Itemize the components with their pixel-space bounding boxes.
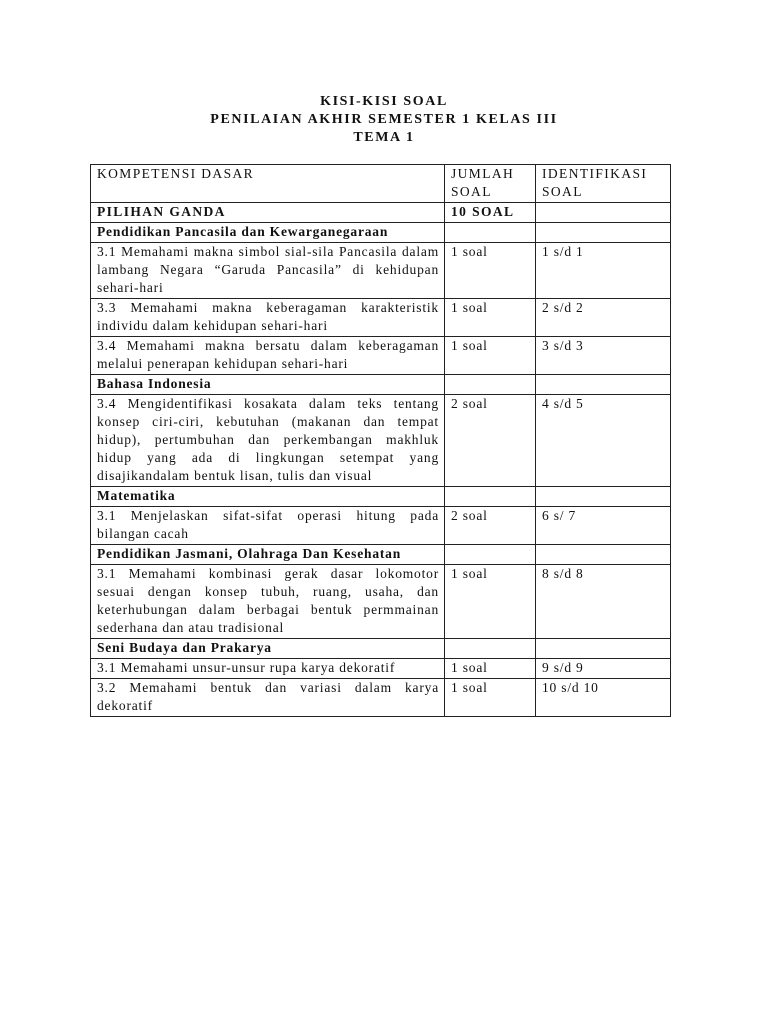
- kd-cell: 3.1 Memahami makna simbol sial-sila Pancasila dalam lambang Negara “Garuda Pancasila” di kehidupan sehari-hari: [91, 243, 445, 299]
- empty-cell: [445, 487, 536, 507]
- jumlah-cell: 2 soal: [445, 395, 536, 487]
- subject-row: [91, 639, 671, 659]
- title-line-3: TEMA 1: [353, 130, 415, 145]
- table-row: [91, 565, 671, 639]
- table-row: [91, 337, 671, 375]
- subject-row: [91, 375, 671, 395]
- empty-cell: [536, 487, 671, 507]
- kd-cell: 3.4 Mengidentifikasi kosakata dalam teks tentang konsep ciri-ciri, kebutuhan (makanan dan tempat hidup), pertumbuhan dan perkembangan makhluk hidup yang ada di lingkungan setempat yang disajikandalam bentuk lisan, tulis dan visual: [91, 395, 445, 487]
- table-row: [91, 507, 671, 545]
- table-header-row: [91, 165, 671, 203]
- subject-name: Pendidikan Pancasila dan Kewarganegaraan: [91, 223, 445, 243]
- kisi-kisi-table: [90, 164, 671, 717]
- header-identifikasi: IDENTIFIKASI SOAL: [536, 165, 671, 203]
- empty-cell: [445, 639, 536, 659]
- kd-cell: 3.3 Memahami makna keberagaman karakteristik individu dalam kehidupan sehari-hari: [91, 299, 445, 337]
- title-line-2: PENILAIAN AKHIR SEMESTER 1 KELAS III: [210, 112, 558, 127]
- table-row: [91, 395, 671, 487]
- jumlah-cell: 1 soal: [445, 243, 536, 299]
- jumlah-cell: 1 soal: [445, 679, 536, 717]
- section-identifikasi: [536, 203, 671, 223]
- empty-cell: [536, 639, 671, 659]
- subject-name: Matematika: [91, 487, 445, 507]
- identifikasi-cell: 1 s/d 1: [536, 243, 671, 299]
- empty-cell: [445, 375, 536, 395]
- kd-cell: 3.4 Memahami makna bersatu dalam keberagaman melalui penerapan kehidupan sehari-hari: [91, 337, 445, 375]
- header-jumlah: JUMLAH SOAL: [445, 165, 536, 203]
- identifikasi-cell: 6 s/ 7: [536, 507, 671, 545]
- empty-cell: [445, 223, 536, 243]
- header-kompetensi: KOMPETENSI DASAR: [91, 165, 445, 203]
- section-label: PILIHAN GANDA: [91, 203, 445, 223]
- subject-name: Bahasa Indonesia: [91, 375, 445, 395]
- table-row: [91, 243, 671, 299]
- jumlah-cell: 1 soal: [445, 337, 536, 375]
- subject-name: Pendidikan Jasmani, Olahraga Dan Kesehatan: [91, 545, 445, 565]
- jumlah-cell: 1 soal: [445, 659, 536, 679]
- kd-cell: 3.2 Memahami bentuk dan variasi dalam karya dekoratif: [91, 679, 445, 717]
- section-jumlah: 10 SOAL: [445, 203, 536, 223]
- table-row: [91, 679, 671, 717]
- jumlah-cell: 1 soal: [445, 299, 536, 337]
- kd-cell: 3.1 Menjelaskan sifat-sifat operasi hitung pada bilangan cacah: [91, 507, 445, 545]
- empty-cell: [536, 223, 671, 243]
- identifikasi-cell: 2 s/d 2: [536, 299, 671, 337]
- subject-row: [91, 545, 671, 565]
- section-row: [91, 203, 671, 223]
- identifikasi-cell: 4 s/d 5: [536, 395, 671, 487]
- empty-cell: [536, 545, 671, 565]
- identifikasi-cell: 10 s/d 10: [536, 679, 671, 717]
- kd-cell: 3.1 Memahami unsur-unsur rupa karya dekoratif: [91, 659, 445, 679]
- title-line-1: KISI-KISI SOAL: [320, 94, 448, 109]
- table-row: [91, 299, 671, 337]
- subject-row: [91, 487, 671, 507]
- identifikasi-cell: 9 s/d 9: [536, 659, 671, 679]
- identifikasi-cell: 8 s/d 8: [536, 565, 671, 639]
- table-row: [91, 659, 671, 679]
- document-title: [0, 93, 768, 147]
- jumlah-cell: 1 soal: [445, 565, 536, 639]
- kd-cell: 3.1 Memahami kombinasi gerak dasar lokomotor sesuai dengan konsep tubuh, ruang, usaha, dan keterhubungan dalam berbagai bentuk permmainan sederhana dan atau tradisional: [91, 565, 445, 639]
- empty-cell: [445, 545, 536, 565]
- empty-cell: [536, 375, 671, 395]
- subject-row: [91, 223, 671, 243]
- subject-name: Seni Budaya dan Prakarya: [91, 639, 445, 659]
- jumlah-cell: 2 soal: [445, 507, 536, 545]
- identifikasi-cell: 3 s/d 3: [536, 337, 671, 375]
